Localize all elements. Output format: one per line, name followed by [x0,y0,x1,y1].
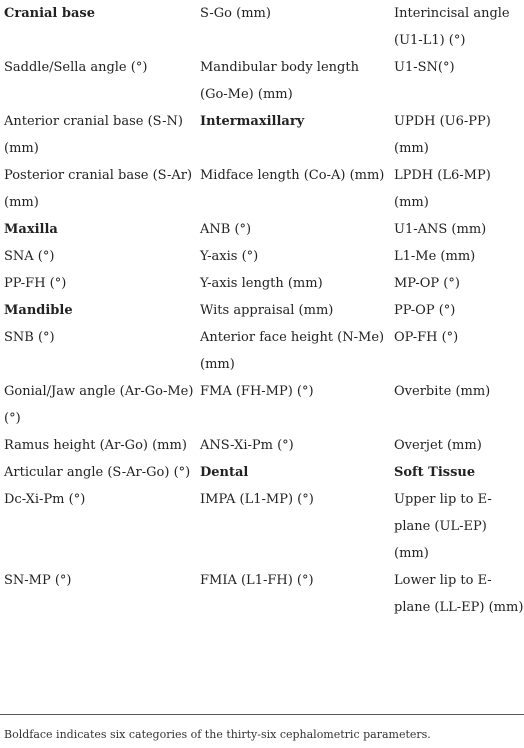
table-cell: SN-MP (°) [4,573,72,588]
table-cell: Interincisal angle (U1-L1) (°) [394,6,510,48]
table-cell: SNA (°) [4,249,55,264]
table-row [0,216,524,243]
table-cell: Saddle/Sella angle (°) [4,60,148,75]
table-cell: S-Go (mm) [200,6,271,21]
table-cell: Upper lip to E-plane (UL-EP) (mm) [394,492,492,561]
table-cell: Soft Tissue [394,465,476,480]
table-row [0,162,524,216]
table-cell: PP-OP (°) [394,303,456,318]
table-row [0,243,524,270]
table-cell: IMPA (L1-MP) (°) [200,492,314,507]
table-cell: Articular angle (S-Ar-Go) (°) [4,465,191,480]
table-cell: Midface length (Co-A) (mm) [200,168,385,183]
table-cell: Mandible [4,303,73,318]
table-row [0,567,524,621]
table-cell: Wits appraisal (mm) [200,303,334,318]
table-row [0,324,524,378]
table-cell: Y-axis (°) [200,249,259,264]
table-cell: L1-Me (mm) [394,249,476,264]
table-cell: Ramus height (Ar-Go) (mm) [4,438,187,453]
table-row [0,378,524,432]
table-cell: UPDH (U6-PP) (mm) [394,114,491,156]
table-row [0,270,524,297]
table-cell: Anterior cranial base (S-N) (mm) [4,114,183,156]
bottom-rule [0,714,524,715]
table-cell: Dental [200,465,249,480]
table-cell: OP-FH (°) [394,330,459,345]
table-cell: U1-ANS (mm) [394,222,487,237]
table-row [0,0,524,54]
table-row [0,432,524,459]
table-row [0,486,524,567]
table-cell: Maxilla [4,222,58,237]
table-cell: PP-FH (°) [4,276,67,291]
table-cell: Intermaxillary [200,114,305,129]
table-cell: MP-OP (°) [394,276,460,291]
table-footnote: Boldface indicates six categories of the thirty-six cephalometric parameters. [4,728,431,741]
table-cell: Lower lip to E-plane (LL-EP) (mm) [394,573,524,615]
table-cell: Y-axis length (mm) [200,276,323,291]
table-cell: LPDH (L6-MP) (mm) [394,168,491,210]
table-cell: Anterior face height (N-Me) (mm) [200,330,385,372]
table-cell: Gonial/Jaw angle (Ar-Go-Me)(°) [4,384,194,426]
table-cell: Overbite (mm) [394,384,491,399]
table-cell: ANS-Xi-Pm (°) [200,438,294,453]
table-row [0,459,524,486]
table-cell: FMA (FH-MP) (°) [200,384,314,399]
table-cell: Cranial base [4,6,95,21]
table-cell: Dc-Xi-Pm (°) [4,492,86,507]
table-cell: Mandibular body length (Go-Me) (mm) [200,60,359,102]
table-cell: Overjet (mm) [394,438,482,453]
table-row [0,297,524,324]
table-cell: FMIA (L1-FH) (°) [200,573,314,588]
table-row [0,54,524,108]
table-cell: U1-SN(°) [394,60,455,75]
table-cell: Posterior cranial base (S-Ar) (mm) [4,168,193,210]
table-cell: SNB (°) [4,330,55,345]
table-row [0,108,524,162]
table-cell: ANB (°) [200,222,252,237]
